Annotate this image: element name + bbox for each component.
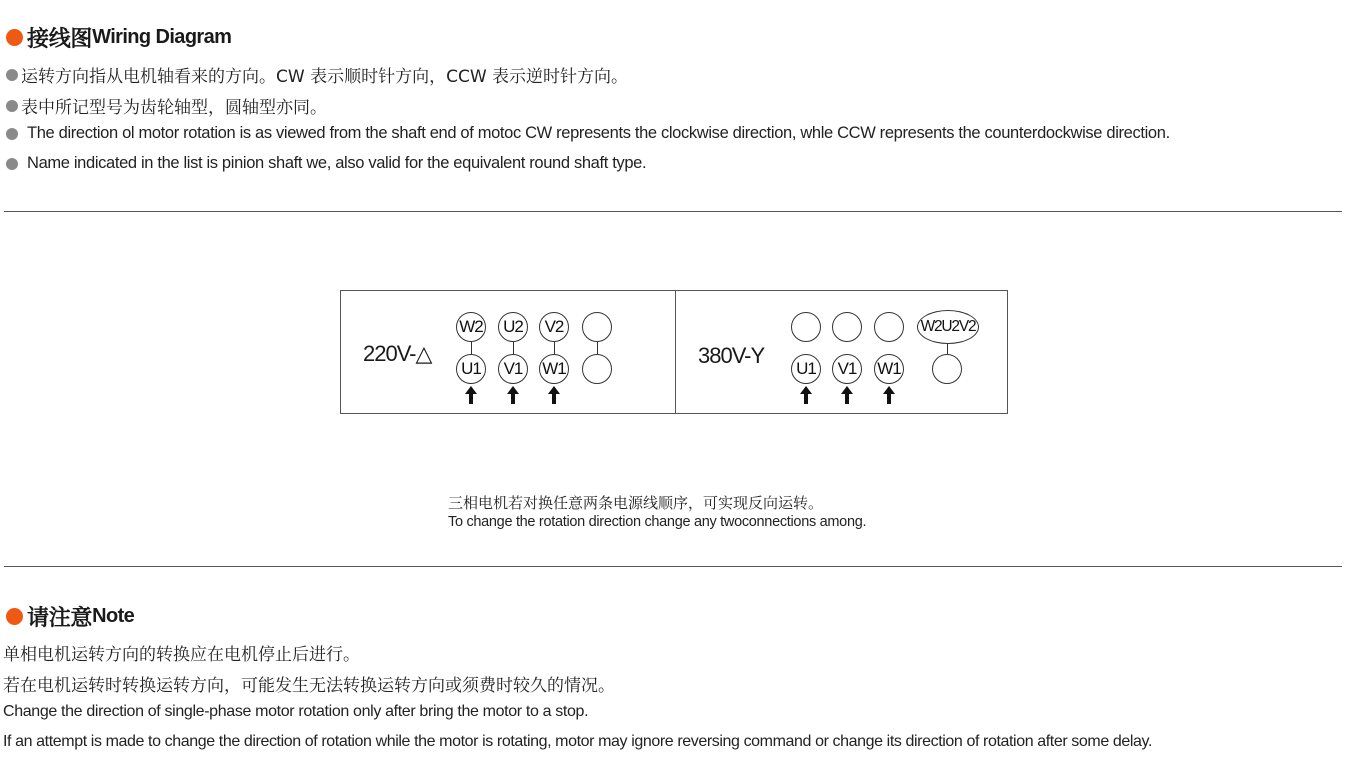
note-line: 单相电机运转方向的转换应在电机停止后进行。: [3, 645, 360, 665]
terminal-w1: W1: [539, 354, 569, 384]
terminal-empty: [832, 312, 862, 342]
terminal-empty: [582, 312, 612, 342]
change-note-cn: 三相电机若对换任意两条电源线顺序，可实现反向运转。: [448, 494, 824, 512]
note-section-title: [6, 601, 134, 632]
arrow-up-icon: [548, 386, 560, 404]
change-note-en: To change the rotation direction change any twoconnections among.: [448, 514, 867, 530]
divider: [4, 566, 1342, 567]
bullet-item: [6, 124, 1170, 143]
terminal-empty: [582, 354, 612, 384]
bullet-item: [6, 93, 327, 118]
terminal-v1: V1: [498, 354, 528, 384]
bullet-text: 表中所记型号为齿轮轴型，圆轴型亦同。: [21, 98, 327, 118]
bullet-text: The direction ol motor rotation is as viewed from the shaft end of motoc CW represents the clockwise direction, whle CCW represents the counterdockwise direction.: [27, 124, 1170, 142]
wiring-title-cn: 接线图: [27, 27, 93, 52]
connector-line: [554, 342, 555, 354]
divider: [4, 211, 1342, 212]
wiring-section-title: [6, 22, 231, 53]
gray-bullet-icon: [6, 69, 18, 81]
terminal-empty: [874, 312, 904, 342]
note-line: 若在电机运转时转换运转方向，可能发生无法转换运转方向或须费时较久的情况。: [3, 676, 615, 696]
terminal-w2u2v2: W2U2V2: [917, 310, 979, 344]
note-line: If an attempt is made to change the direction of rotation while the motor is rotating, motor may ignore reversing command or change its direction of rotation after some delay.: [3, 733, 1152, 750]
terminal-u2: U2: [498, 312, 528, 342]
voltage-label-220: 220V-△: [363, 341, 432, 366]
gray-bullet-icon: [6, 100, 18, 112]
gray-bullet-icon: [6, 128, 18, 140]
terminal-u1: U1: [456, 354, 486, 384]
arrow-up-icon: [507, 386, 519, 404]
arrow-up-icon: [465, 386, 477, 404]
note-line: Change the direction of single-phase motor rotation only after bring the motor to a stop.: [3, 703, 589, 720]
diagram-divider: [675, 291, 676, 413]
connector-line: [597, 342, 598, 354]
gray-bullet-icon: [6, 158, 18, 170]
arrow-up-icon: [841, 386, 853, 404]
terminal-w1: W1: [874, 354, 904, 384]
note-title-cn: 请注意: [27, 606, 93, 631]
bullet-text: 运转方向指从电机轴看来的方向。CW 表示顺时针方向，CCW 表示逆时针方向。: [21, 67, 629, 87]
wiring-title-en: Wiring Diagram: [92, 26, 232, 48]
terminal-v1: V1: [832, 354, 862, 384]
terminal-w2: W2: [456, 312, 486, 342]
orange-bullet-icon: [6, 608, 23, 625]
terminal-v2: V2: [539, 312, 569, 342]
arrow-up-icon: [883, 386, 895, 404]
bullet-item: [6, 154, 646, 173]
wiring-diagram: [340, 290, 1008, 414]
connector-line: [947, 344, 948, 354]
note-title-en: Note: [92, 605, 135, 627]
terminal-empty: [791, 312, 821, 342]
connector-line: [471, 342, 472, 354]
orange-bullet-icon: [6, 29, 23, 46]
bullet-item: [6, 62, 628, 87]
bullet-text: Name indicated in the list is pinion shaft we, also valid for the equivalent round shaft type.: [27, 154, 647, 172]
connector-line: [513, 342, 514, 354]
voltage-label-380: 380V-Y: [698, 343, 765, 368]
terminal-u1: U1: [791, 354, 821, 384]
arrow-up-icon: [800, 386, 812, 404]
terminal-empty: [932, 354, 962, 384]
